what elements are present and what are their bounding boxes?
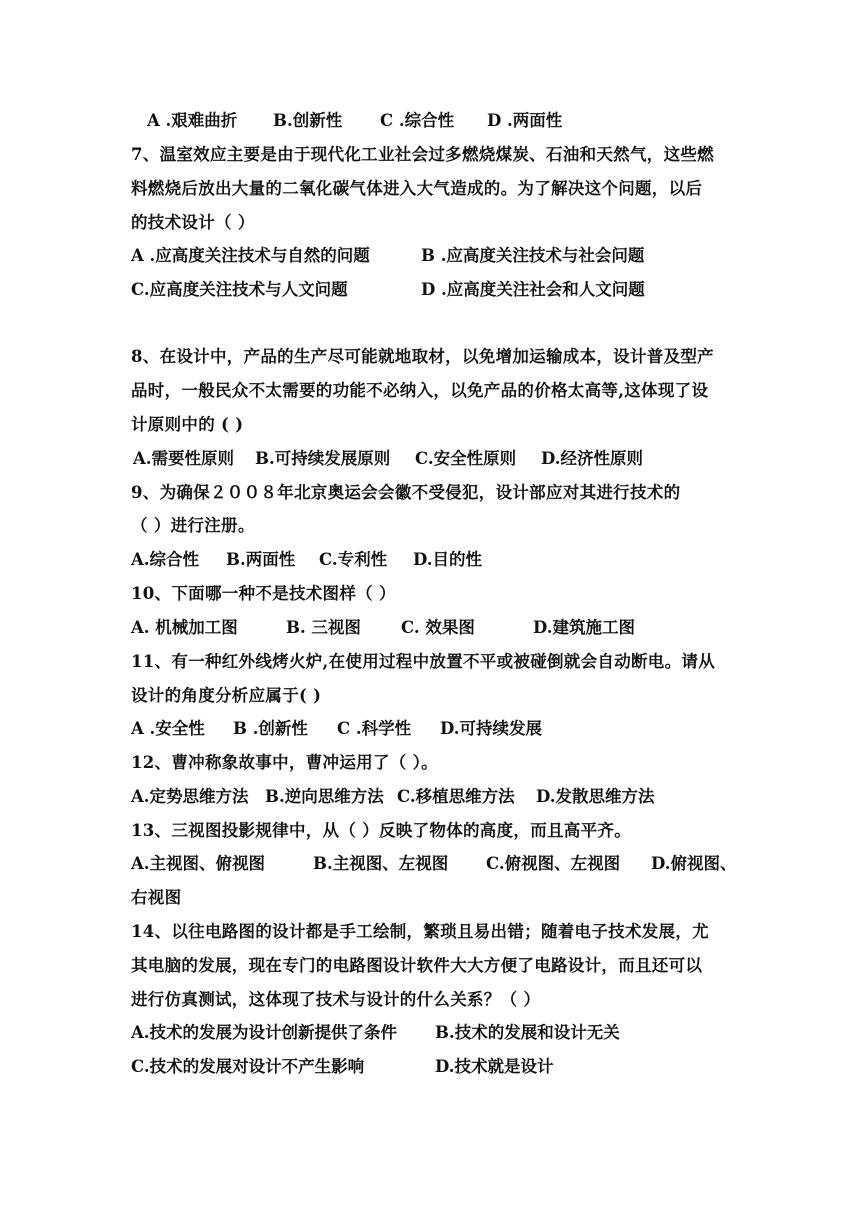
option-c: C .综合性 — [380, 111, 455, 130]
q9-options — [131, 549, 751, 571]
option-a: A .应高度关注技术与自然的问题 — [131, 246, 370, 265]
option-b: B .应高度关注技术与社会问题 — [421, 246, 645, 265]
q9-stem-line-2: （ ）进行注册。 — [131, 516, 255, 535]
option-c: C.应高度关注技术与人文问题 — [131, 280, 348, 299]
q10-stem-line-1: 10、下面哪一种不是技术图样（ ） — [131, 584, 396, 603]
q8-stem-line-1: 8、在设计中，产品的生产尽可能就地取材，以免增加运输成本，设计普及型产 — [131, 347, 714, 366]
q7-options-row-1 — [131, 245, 751, 267]
option-b: B.创新性 — [273, 111, 343, 130]
q14-options-row-2 — [131, 1056, 751, 1078]
q10-options — [131, 617, 751, 639]
option-a: A .艰难曲折 — [147, 111, 238, 130]
q14-stem-line-3: 进行仿真测试，这体现了技术与设计的什么关系？（ ） — [131, 990, 541, 1009]
q12-options — [131, 786, 751, 808]
option-d: D.目的性 — [413, 550, 482, 569]
option-a: A.主视图、俯视图 — [131, 854, 266, 873]
option-a: A. 机械加工图 — [131, 618, 238, 637]
option-c: C .科学性 — [337, 719, 412, 738]
option-c: C.移植思维方法 — [397, 787, 515, 806]
q7-stem-line-2: 料燃烧后放出大量的二氧化碳气体进入大气造成的。为了解决这个问题，以后 — [131, 179, 703, 198]
option-d: D .两面性 — [487, 111, 563, 130]
option-d: D .应高度关注社会和人文问题 — [421, 280, 645, 299]
option-d: D.发散思维方法 — [536, 787, 655, 806]
option-a: A .安全性 — [131, 719, 205, 738]
q14-stem-line-2: 其电脑的发展，现在专门的电路图设计软件大大方便了电路设计，而且还可以 — [131, 956, 703, 975]
q11-stem-line-2: 设计的角度分析应属于( ) — [131, 686, 322, 705]
q11-options — [131, 718, 751, 740]
q7-stem-line-3: 的技术设计（ ） — [131, 213, 255, 232]
option-b: B.可持续发展原则 — [255, 449, 391, 468]
option-a: A.需要性原则 — [133, 449, 235, 468]
option-a: A.综合性 — [131, 550, 200, 569]
q14-stem-line-1: 14、以往电路图的设计都是手工绘制，繁琐且易出错；随着电子技术发展，尤 — [131, 922, 709, 941]
q7-options-row-2 — [131, 279, 751, 301]
q13-option-d-continuation: 右视图 — [131, 888, 182, 907]
q8-stem-line-3: 计原则中的 ( ) — [131, 415, 244, 434]
option-a: A.定势思维方法 — [131, 787, 249, 806]
option-b: B.主视图、左视图 — [313, 854, 449, 873]
option-c: C.专利性 — [319, 550, 388, 569]
option-b: B.技术的发展和设计无关 — [435, 1023, 620, 1042]
q13-options — [131, 853, 751, 875]
option-d: D.俯视图、 — [651, 854, 737, 873]
q7-stem-line-1: 7、温室效应主要是由于现代化工业社会过多燃烧煤炭、石油和天然气，这些燃 — [131, 145, 714, 164]
option-b: B.逆向思维方法 — [265, 787, 384, 806]
q6-options — [131, 110, 751, 132]
q8-stem-line-2: 品时，一般民众不太需要的功能不必纳入，以免产品的价格太高等,这体现了设 — [131, 381, 709, 400]
option-d: D.可持续发展 — [440, 719, 542, 738]
q9-stem-line-1: 9、为确保２００８年北京奥运会会徽不受侵犯，设计部应对其进行技术的 — [131, 483, 681, 502]
option-c: C.技术的发展对设计不产生影响 — [131, 1057, 365, 1076]
option-b: B .创新性 — [233, 719, 308, 738]
option-d: D.技术就是设计 — [435, 1057, 554, 1076]
option-c: C.安全性原则 — [415, 449, 517, 468]
option-c: C. 效果图 — [401, 618, 475, 637]
q8-options — [131, 448, 751, 470]
q12-stem-line-1: 12、曹冲称象故事中，曹冲运用了（ ）。 — [131, 753, 438, 772]
option-a: A.技术的发展为设计创新提供了条件 — [131, 1023, 398, 1042]
option-b: B.两面性 — [226, 550, 296, 569]
option-d: D.经济性原则 — [541, 449, 643, 468]
q13-stem-line-1: 13、三视图投影规律中，从（ ）反映了物体的高度，而且高平齐。 — [131, 821, 632, 840]
option-d: D.建筑施工图 — [533, 618, 635, 637]
q14-options-row-1 — [131, 1022, 751, 1044]
q11-stem-line-1: 11、有一种红外线烤火炉,在使用过程中放置不平或被碰倒就会自动断电。请从 — [131, 652, 716, 671]
option-c: C.俯视图、左视图 — [486, 854, 621, 873]
option-b: B. 三视图 — [286, 618, 361, 637]
